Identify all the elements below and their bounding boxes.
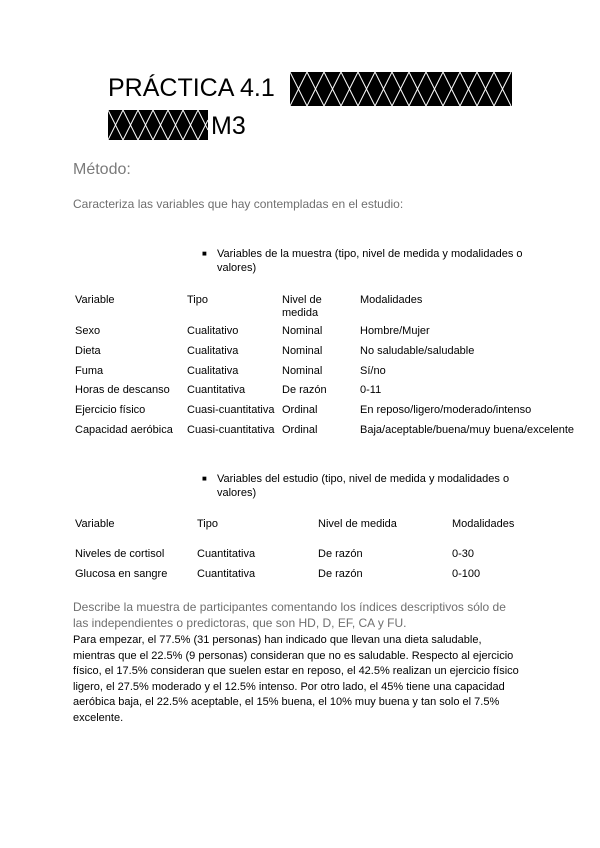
answer-line: aeróbica baja, el 22.5% aceptable, el 15% buena, el 10% muy buena y tan solo el 7.5% xyxy=(73,696,500,709)
page-title: PRÁCTICA 4.1 xyxy=(108,74,275,102)
study-variables-table xyxy=(75,518,532,588)
description-prompt xyxy=(73,599,593,631)
redacted-name-block xyxy=(290,72,512,106)
table-row xyxy=(75,548,532,568)
cell-tipo: Cuantitativa xyxy=(197,548,256,560)
description-answer xyxy=(73,633,593,727)
description-prompt-line2: las independientes o predictoras, que son HD, D, EF, CA y FU. xyxy=(73,616,407,630)
cell-modalidades: 0-11 xyxy=(360,384,382,396)
cell-variable: Sexo xyxy=(75,325,101,337)
table-row xyxy=(75,325,590,345)
answer-line: ligero, el 27.5% moderado y el 12.5% intenso. Por otro lado, el 45% tiene una capacidad xyxy=(73,680,505,693)
table-header-row xyxy=(75,518,532,548)
answer-line: Para empezar, el 77.5% (31 personas) han indicado que llevan una dieta saludable, xyxy=(73,634,482,646)
header-variable: Variable xyxy=(75,518,115,530)
study-section-label xyxy=(217,472,509,500)
cell-nivel: De razón xyxy=(282,384,327,396)
method-heading: Método: xyxy=(73,161,131,178)
cell-tipo: Cualitativa xyxy=(187,365,239,377)
table-row xyxy=(75,345,590,365)
cell-nivel: Nominal xyxy=(282,325,323,337)
cell-nivel: Ordinal xyxy=(282,404,318,416)
cell-modalidades: Hombre/Mujer xyxy=(360,325,430,337)
header-tipo: Tipo xyxy=(187,294,208,306)
cell-modalidades: 0-30 xyxy=(452,548,475,560)
cell-variable: Dieta xyxy=(75,345,101,357)
sample-variables-table xyxy=(75,294,590,444)
cell-variable: Capacidad aeróbica xyxy=(75,424,173,436)
header-nivel-line2: medida xyxy=(282,307,319,319)
cell-variable: Niveles de cortisol xyxy=(75,548,165,560)
cell-nivel: De razón xyxy=(318,568,363,580)
table-row xyxy=(75,384,590,404)
cell-tipo: Cuantitativa xyxy=(187,384,246,396)
cell-variable: Ejercicio físico xyxy=(75,404,146,416)
cell-nivel: Ordinal xyxy=(282,424,318,436)
cell-modalidades: Baja/aceptable/buena/muy buena/excelente xyxy=(360,424,575,436)
table-row xyxy=(75,365,590,384)
cell-variable: Fuma xyxy=(75,365,104,377)
sample-section-label-line2: valores) xyxy=(217,262,257,274)
study-section-label-line1: Variables del estudio (tipo, nivel de medida y modalidades o xyxy=(217,473,510,485)
sample-section-label xyxy=(217,247,523,275)
table-row xyxy=(75,424,590,444)
page-title-suffix: M3 xyxy=(211,112,246,140)
cell-tipo: Cualitativo xyxy=(187,325,239,337)
cell-modalidades: En reposo/ligero/moderado/intenso xyxy=(360,404,532,416)
cell-modalidades: Sí/no xyxy=(360,365,386,377)
bullet-icon: ■ xyxy=(202,474,207,483)
header-modalidades: Modalidades xyxy=(452,518,515,530)
cell-modalidades: 0-100 xyxy=(452,568,481,580)
table-row xyxy=(75,404,590,424)
cell-nivel: Nominal xyxy=(282,365,323,377)
cell-tipo: Cuantitativa xyxy=(197,568,256,580)
header-modalidades: Modalidades xyxy=(360,294,423,306)
answer-line: excelente. xyxy=(73,711,124,724)
table-header-row xyxy=(75,294,590,325)
table-row xyxy=(75,568,532,588)
cell-variable: Glucosa en sangre xyxy=(75,568,168,580)
cell-nivel: De razón xyxy=(318,548,363,560)
cell-nivel: Nominal xyxy=(282,345,323,357)
cell-tipo: Cuasi-cuantitativa xyxy=(187,424,275,436)
redacted-name-block-2 xyxy=(108,110,208,140)
sample-section-label-line1: Variables de la muestra (tipo, nivel de medida y modalidades o xyxy=(217,248,523,260)
bullet-icon: ■ xyxy=(202,249,207,258)
answer-line: físico, el 17.5% consideran que suelen estar en reposo, el 42.5% realizan un ejercicio físico xyxy=(73,665,519,678)
answer-line: mientras que el 22.5% (9 personas) consideran que no es saludable. Respecto al ejercicio xyxy=(73,649,514,662)
header-variable: Variable xyxy=(75,294,115,306)
cell-tipo: Cualitativa xyxy=(187,345,239,357)
cell-tipo: Cuasi-cuantitativa xyxy=(187,404,275,416)
header-nivel: Nivel de medida xyxy=(318,518,397,530)
header-nivel-line1: Nivel de xyxy=(282,294,322,306)
cell-variable: Horas de descanso xyxy=(75,384,170,396)
method-instruction: Caracteriza las variables que hay contempladas en el estudio: xyxy=(73,197,404,211)
cell-modalidades: No saludable/saludable xyxy=(360,345,475,357)
header-nivel xyxy=(282,294,360,325)
description-prompt-line1: Describe la muestra de participantes comentando los índices descriptivos sólo de xyxy=(73,600,506,614)
study-section-label-line2: valores) xyxy=(217,487,257,499)
header-tipo: Tipo xyxy=(197,518,218,530)
